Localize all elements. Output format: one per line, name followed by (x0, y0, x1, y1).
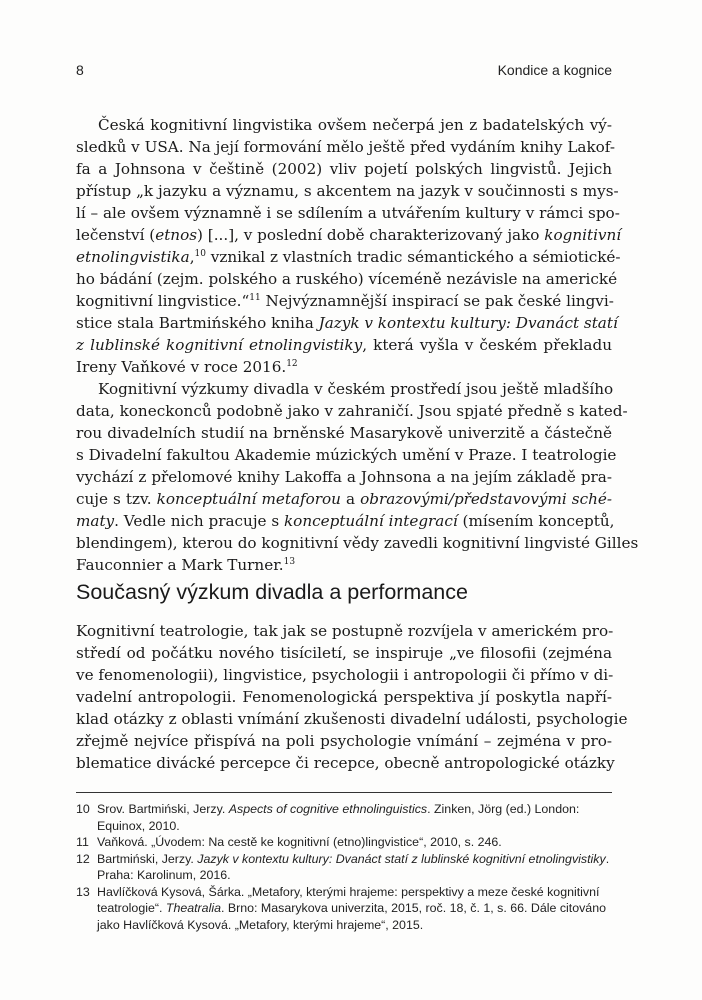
footnote-ref-11[interactable]: 11 (249, 293, 261, 303)
footnote-text: Srov. Bartmiński, Jerzy. Aspects of cognitive ethnolinguistics. Zinken, Jörg (ed.) London: Equinox, 2010. (97, 802, 580, 833)
text-line: Fauconnier a Mark Turner.$^{13}$ (76, 556, 296, 574)
text-line: středí od počátku nového tisíciletí, se inspiruje „ve filosofii (zejména (76, 644, 612, 662)
footnote-13 (76, 884, 612, 934)
italic-term: etnolingvistika (76, 248, 190, 266)
footnote-text: Bartmiński, Jerzy. Jazyk v kontextu kultury: Dvanáct statí z lublinské kognitivní etnolingvistiky. Praha: Karolinum, 2016. (97, 851, 610, 882)
italic-term: konceptuální metaforou (156, 490, 341, 508)
running-head (76, 62, 612, 78)
paragraph-2 (76, 378, 639, 576)
italic-term: maty (76, 512, 115, 530)
text-line: kognitivní lingvistice.“$^{11}$ Nejvýznamnější inspirací se pak české lingvi- (76, 292, 614, 310)
section-heading: Současný výzkum divadla a performance (76, 580, 468, 604)
footnote-number: 10 (76, 802, 90, 816)
footnote-12 (76, 851, 612, 884)
text-line: vadelní antropologii. Fenomenologická perspektiva jí poskytla napří- (76, 688, 612, 706)
italic-term: obrazovými/představovými sché- (360, 490, 612, 508)
footnote-text: Vaňková. „Úvodem: Na cestě ke kognitivní (etno)lingvistice“, 2010, s. 246. (97, 835, 502, 849)
text-line: lečenství (etnos) [...], v poslední době charakterizovaný jako kognitivní (76, 226, 622, 244)
page-number: 8 (76, 62, 84, 78)
text-line: lí – ale ovšem významně i se sdílením a utvářením kultury v rámci spo- (76, 204, 620, 222)
text-line: ve fenomenologii), lingvistice, psychologii i antropologii či přímo v di- (76, 666, 614, 684)
book-title: z lublinské kognitivní etnolingvistiky (76, 336, 363, 354)
text-line: sledků v USA. Na její formování mělo ještě před vydáním knihy Lakof- (76, 138, 616, 156)
book-title: Jazyk v kontextu kultury: Dvanáct statí (318, 314, 618, 332)
text-line: stice stala Bartmińského kniha Jazyk v kontextu kultury: Dvanáct statí (76, 314, 618, 332)
footnote-11 (76, 834, 612, 851)
text-line: klad otázky z oblasti vnímání zkušenosti divadelní události, psychologie (76, 710, 628, 728)
text-line: blematice divácké percepce či recepce, obecně antropologické otázky (76, 754, 615, 772)
footnote-ref-12[interactable]: 12 (286, 359, 298, 369)
text-line: data, koneckonců podobně jako v zahraničí. Jsou spjaté předně s kated- (76, 402, 628, 420)
text-line: etnolingvistika,$^{10}$ vznikal z vlastních tradic sémantického a sémiotické- (76, 248, 621, 266)
text-line: Ireny Vaňkové v roce 2016.12 (76, 358, 298, 376)
footnote-text: Havlíčková Kysová, Šárka. „Metafory, kterými hrajeme: perspektivy a meze české kognitivní teatrologie“. Theatralia. Brno: Masarykova univerzita, 2015, roč. 18, č. 1, s. 66. Dále citováno jako Havlíčková Kysová. „Metafory, kterými hrajeme“, 2015. (97, 884, 606, 932)
footnote-divider (76, 792, 612, 793)
text-line: zřejmě nejvíce přispívá na poli psychologie vnímání – zejména v pro- (76, 732, 612, 750)
text-line: rou divadelních studií na brněnské Masarykově univerzitě a částečně (76, 424, 612, 442)
text-line: Česká kognitivní lingvistika ovšem nečerpá jen z badatelských vý- (98, 116, 612, 134)
footnote-number: 11 (76, 835, 89, 849)
text-line: vychází z přelomové knihy Lakoffa a Johnsona a na jejím základě pra- (76, 468, 612, 486)
footnote-ref-13[interactable]: 13 (283, 557, 296, 567)
footnote-number: 12 (76, 851, 90, 866)
text-line: cuje s tzv. konceptuální metaforou a obrazovými/představovými sché- (76, 490, 612, 508)
text-line: fa a Johnsona v češtině (2002) vliv pojetí polských lingvistů. Jejich (76, 160, 612, 178)
footnote-number: 13 (76, 884, 90, 899)
text-line: přístup „k jazyku a významu, s akcentem na jazyk v součinnosti s mys- (76, 182, 619, 200)
italic-term: kognitivní (544, 226, 622, 244)
footnote-ref-10[interactable]: 10 (194, 249, 206, 259)
running-title: Kondice a kognice (497, 62, 612, 78)
italic-term: konceptuální integrací (283, 512, 458, 530)
text-line: maty. Vedle nich pracuje s konceptuální integrací (mísením konceptů, (76, 512, 615, 530)
text-line: blendingem), kterou do kognitivní vědy zavedli kognitivní lingvisté Gilles (76, 534, 639, 552)
text-line: ho bádání (zejm. polského a ruského) víceméně nezávisle na americké (76, 270, 618, 288)
footnote-10 (76, 801, 612, 834)
text-line: Kognitivní výzkumy divadla v českém prostředí jsou ještě mladšího (98, 380, 614, 398)
italic-term: etnos (155, 226, 198, 244)
paragraph-3 (76, 620, 628, 774)
text-line: z lublinské kognitivní etnolingvistiky, která vyšla v českém překladu (76, 336, 612, 354)
text-line: s Divadelní fakultou Akademie múzických umění v Praze. I teatrologie (76, 446, 617, 464)
footnotes (76, 801, 612, 933)
text-line: Kognitivní teatrologie, tak jak se postupně rozvíjela v americkém pro- (76, 622, 614, 640)
paragraph-1 (76, 114, 622, 378)
